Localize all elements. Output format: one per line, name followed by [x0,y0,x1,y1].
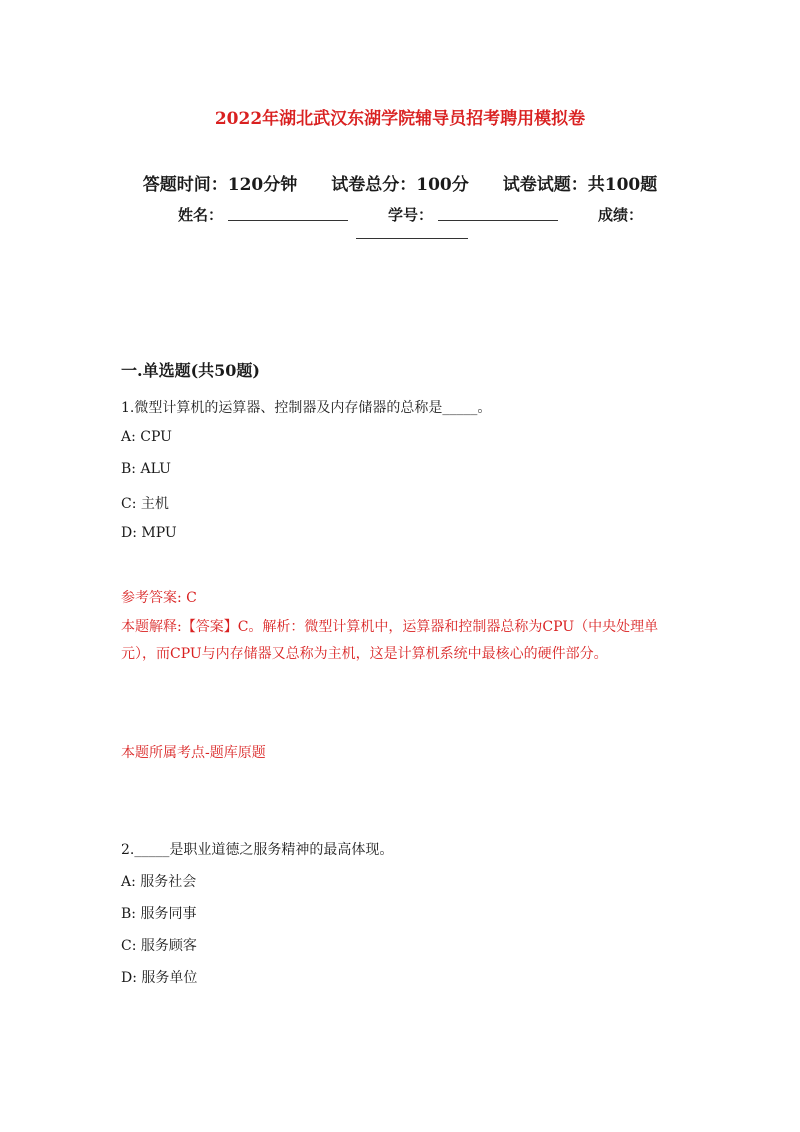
student-id-field[interactable] [438,220,558,221]
question-1-answer: 参考答案: C [121,590,197,606]
question-2-option-d[interactable]: D: 服务单位 [121,970,198,986]
question-2-text: 2._____是职业道德之服务精神的最高体现。 [121,842,394,858]
exam-title: 2022年湖北武汉东湖学院辅导员招考聘用模拟卷 [214,109,586,129]
score-label: 成绩： [598,206,644,224]
exam-question-count: 试卷试题：共100题 [502,175,658,195]
question-1-explanation: 本题解释:【答案】C。解析：微型计算机中，运算器和控制器总称为CPU（中央处理单元），而CPU与内存储器又总称为主机，这是计算机系统中最核心的硬件部分。 [121,619,659,662]
exam-duration: 答题时间：120分钟 [142,175,298,195]
question-1-option-b[interactable]: B: ALU [121,461,171,477]
question-2-option-b[interactable]: B: 服务同事 [121,906,197,922]
score-field[interactable] [356,238,468,239]
question-2-option-c[interactable]: C: 服务顾客 [121,938,197,954]
name-label: 姓名： [178,206,224,224]
student-id-label: 学号： [388,206,434,224]
question-1-option-d[interactable]: D: MPU [121,525,177,541]
question-2-option-a[interactable]: A: 服务社会 [121,874,197,890]
question-1-option-c[interactable]: C: 主机 [121,496,169,512]
question-1-text: 1.微型计算机的运算器、控制器及内存储器的总称是_____。 [121,400,492,416]
name-field[interactable] [228,220,348,221]
exam-total-score: 试卷总分：100分 [331,175,469,195]
question-1-topic: 本题所属考点-题库原题 [121,745,266,761]
exam-meta [0,170,800,195]
question-1-option-a[interactable]: A: CPU [121,429,172,445]
section-title: 一.单选题(共50题) [121,361,260,380]
